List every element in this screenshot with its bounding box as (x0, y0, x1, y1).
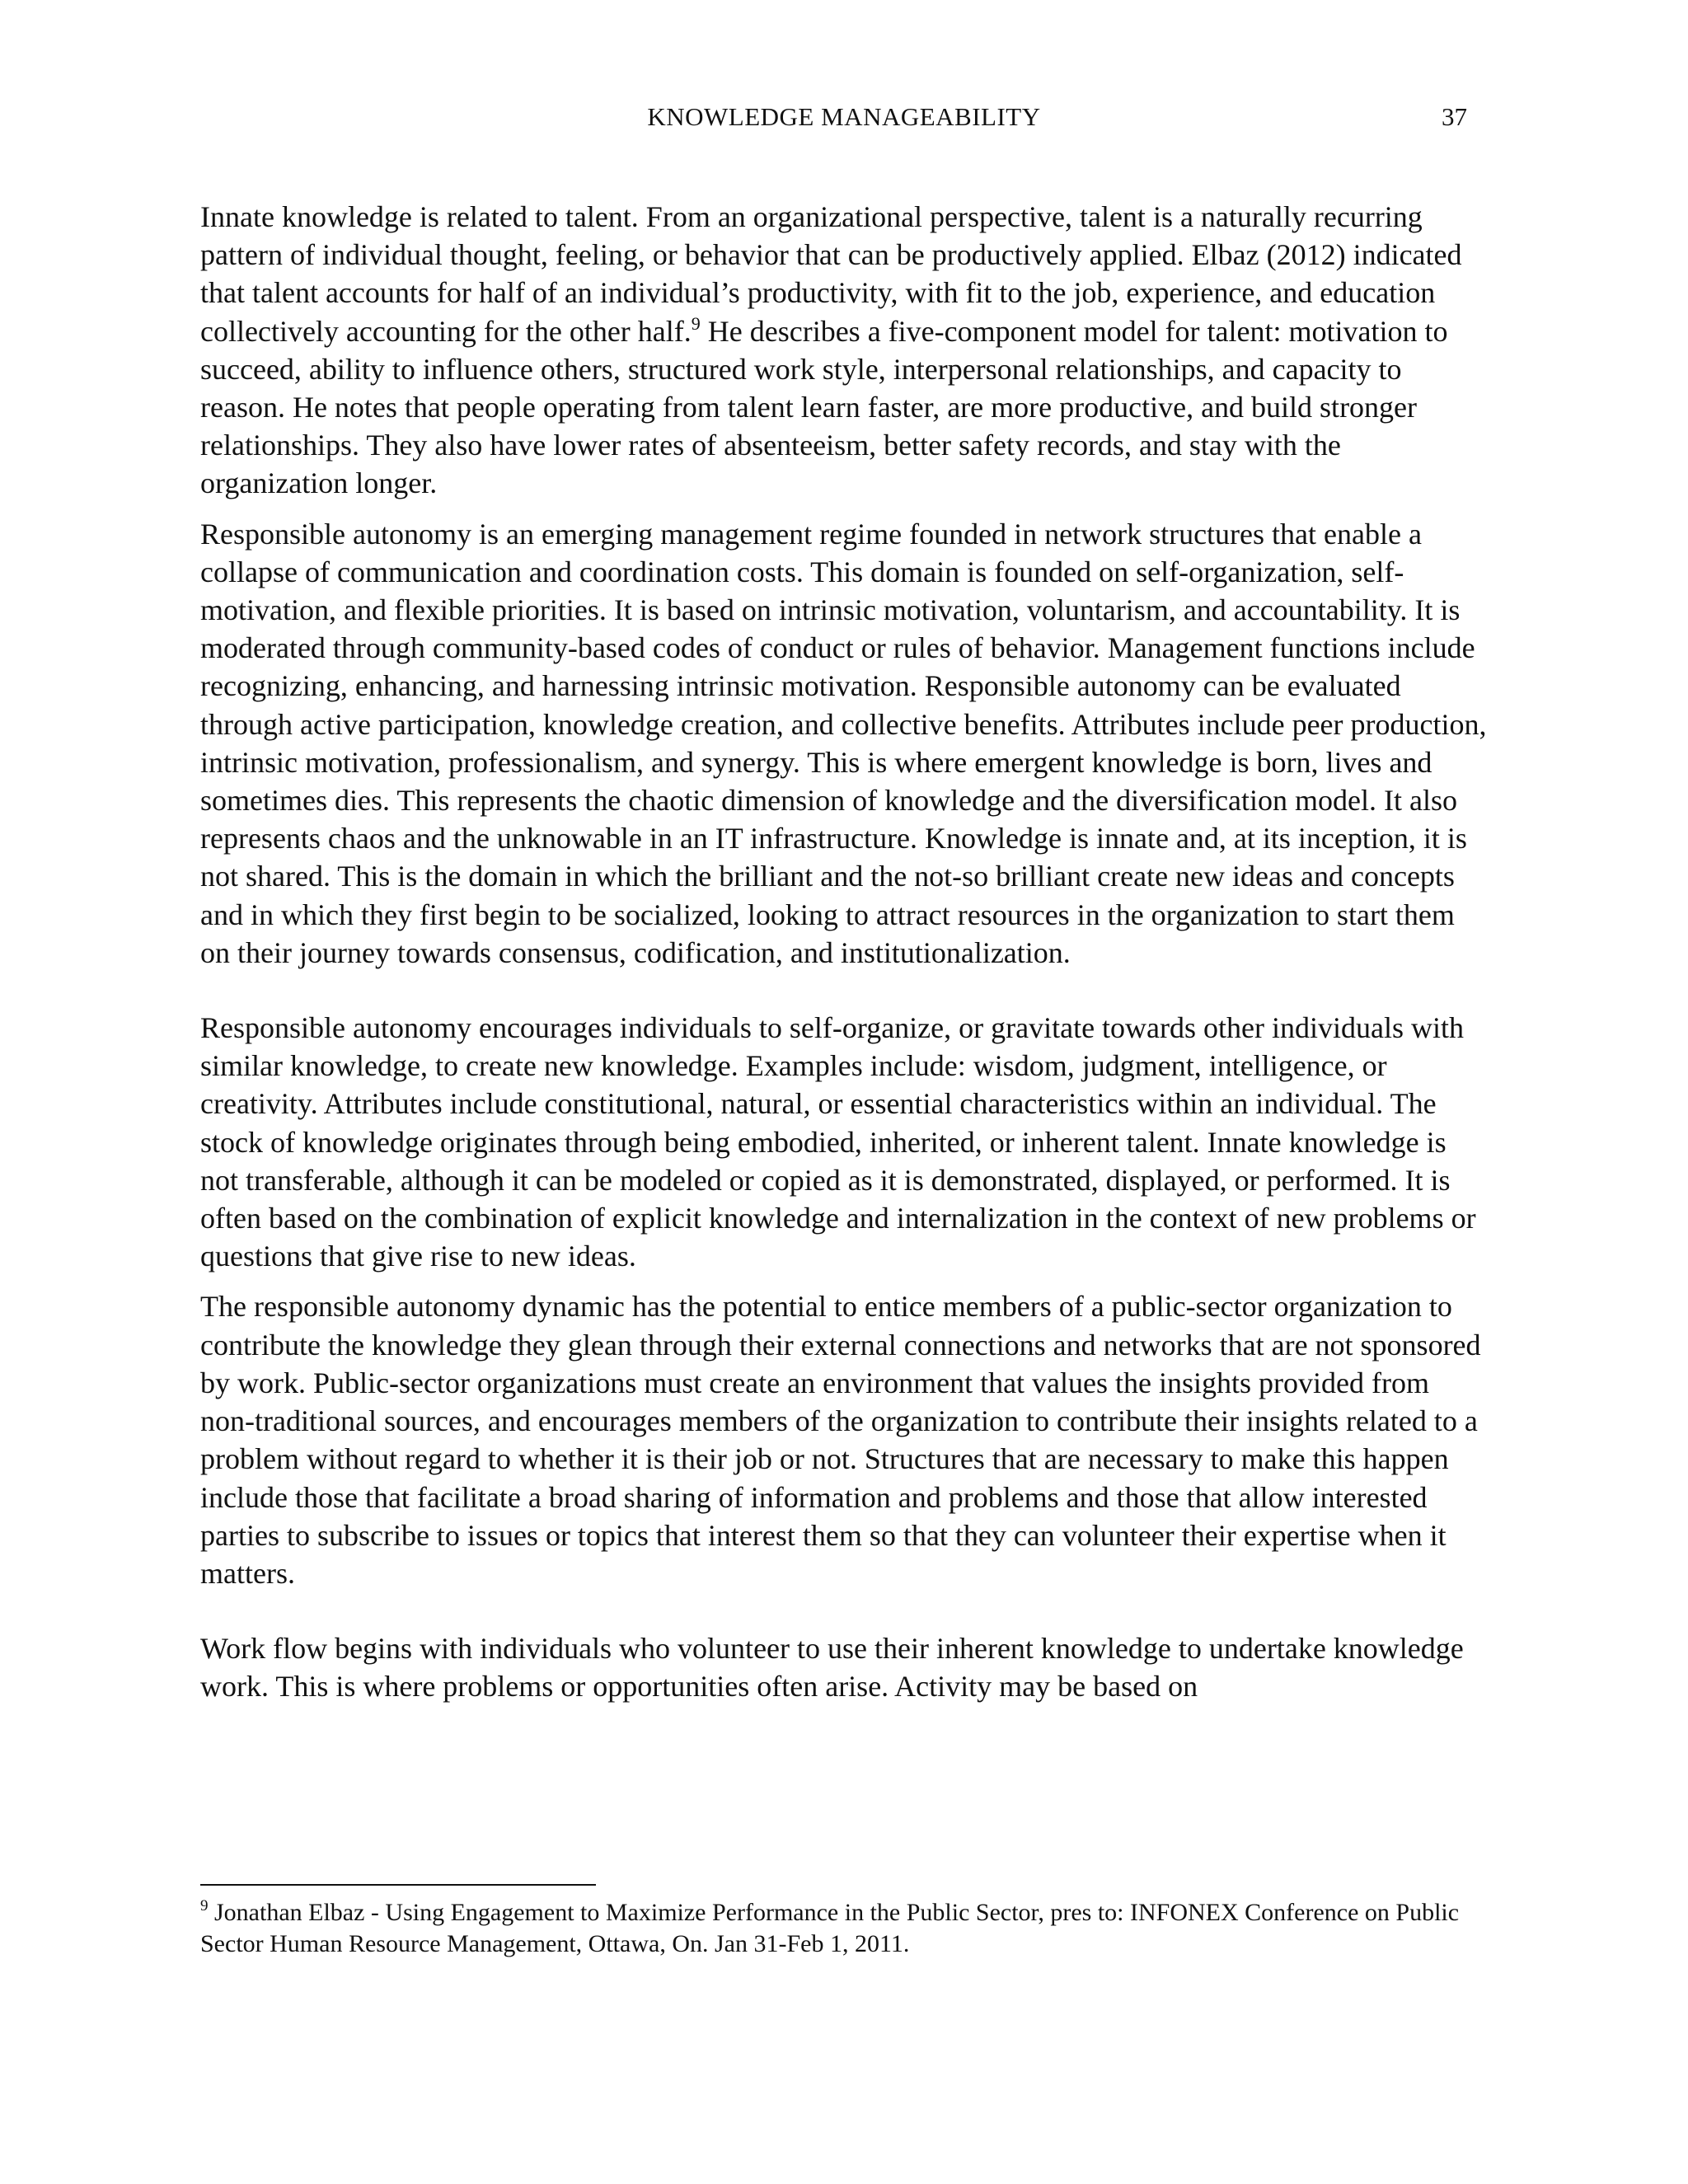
body-text (200, 198, 1488, 1706)
paragraph-responsible-autonomy: Responsible autonomy is an emerging management regime founded in network structures that enable a collapse of communication and coordination costs. This domain is founded on self-organization, self-motivation, and flexible priorities. It is based on intrinsic motivation, voluntarism, and accountability. It is moderated through community-based codes of conduct or rules of behavior. Management functions include recognizing, enhancing, and harnessing intrinsic motivation. Responsible autonomy can be evaluated through active participation, knowledge creation, and collective benefits. Attributes include peer production, intrinsic motivation, professionalism, and synergy. This is where emergent knowledge is born, lives and sometimes dies. This represents the chaotic dimension of knowledge and the diversification model. It also represents chaos and the unknowable in an IT infrastructure. Knowledge is innate and, at its inception, it is not shared. This is the domain in which the brilliant and the not-so brilliant create new ideas and concepts and in which they first begin to be socialized, looking to attract resources in the organization to start them on their journey towards consensus, codification, and institutionalization. (200, 517, 1487, 969)
footnote-reference[interactable]: 9 (691, 312, 701, 334)
paragraph-innate-knowledge (200, 198, 1488, 503)
paragraph-spacer (200, 972, 1488, 1009)
running-title: KNOWLEDGE MANAGEABILITY (647, 102, 1041, 131)
paragraph-spacer (200, 1275, 1488, 1287)
paragraph-spacer (200, 1592, 1488, 1629)
running-head (0, 101, 1688, 134)
page-number: 37 (1442, 102, 1467, 131)
footnote-number: 9 (200, 1897, 209, 1915)
footnote-text: Jonathan Elbaz - Using Engagement to Maximize Performance in the Public Sector, pres to: INFONEX Conference on Public Sector Human Resource Management, Ottawa, On. Jan 31-Feb 1, 2011. (200, 1899, 1460, 1957)
footnote-separator (200, 1884, 596, 1886)
paragraph-spacer (200, 503, 1488, 515)
footnote (200, 1897, 1488, 1960)
paragraph-text: He describes a five-component model for talent: motivation to succeed, ability to influence others, structured work style, interpersonal relationships, and capacity to reason. He notes that people operating from talent learn faster, are more productive, and build stronger relationships. They also have lower rates of absenteeism, better safety records, and stay with the organization longer. (200, 314, 1448, 500)
paragraph-text: Innate knowledge is related to talent. From an organizational perspective, talent is a naturally recurring pattern of individual thought, feeling, or behavior that can be productively applied. Elbaz (2012) indicated that talent accounts for half of an individual’s productivity, with fit to the job, experience, and education collectively accounting for the other half. (200, 200, 1462, 348)
paragraph-work-flow: Work flow begins with individuals who volunteer to use their inherent knowledge to undertake knowledge work. This is where problems or opportunities often arise. Activity may be based on (200, 1632, 1464, 1704)
paragraph-autonomy-dynamic: The responsible autonomy dynamic has the potential to entice members of a public-sector organization to contribute the knowledge they glean through their external connections and networks that are not sponsored by work. Public-sector organizations must create an environment that values the insights provided from non-traditional sources, and encourages members of the organization to contribute their insights related to a problem without regard to whether it is their job or not. Structures that are necessary to make this happen include those that facilitate a broad sharing of information and problems and those that allow interested parties to subscribe to issues or topics that interest them so that they can volunteer their expertise when it matters. (200, 1290, 1481, 1590)
paragraph-self-organize: Responsible autonomy encourages individuals to self-organize, or gravitate towards other individuals with similar knowledge, to create new knowledge. Examples include: wisdom, judgment, intelligence, or creativity. Attributes include constitutional, natural, or essential characteristics within an individual. The stock of knowledge originates through being embodied, inherited, or inherent talent. Innate knowledge is not transferable, although it can be modeled or copied as it is demonstrated, displayed, or performed. It is often based on the combination of explicit knowledge and internalization in the context of new problems or questions that give rise to new ideas. (200, 1011, 1476, 1273)
